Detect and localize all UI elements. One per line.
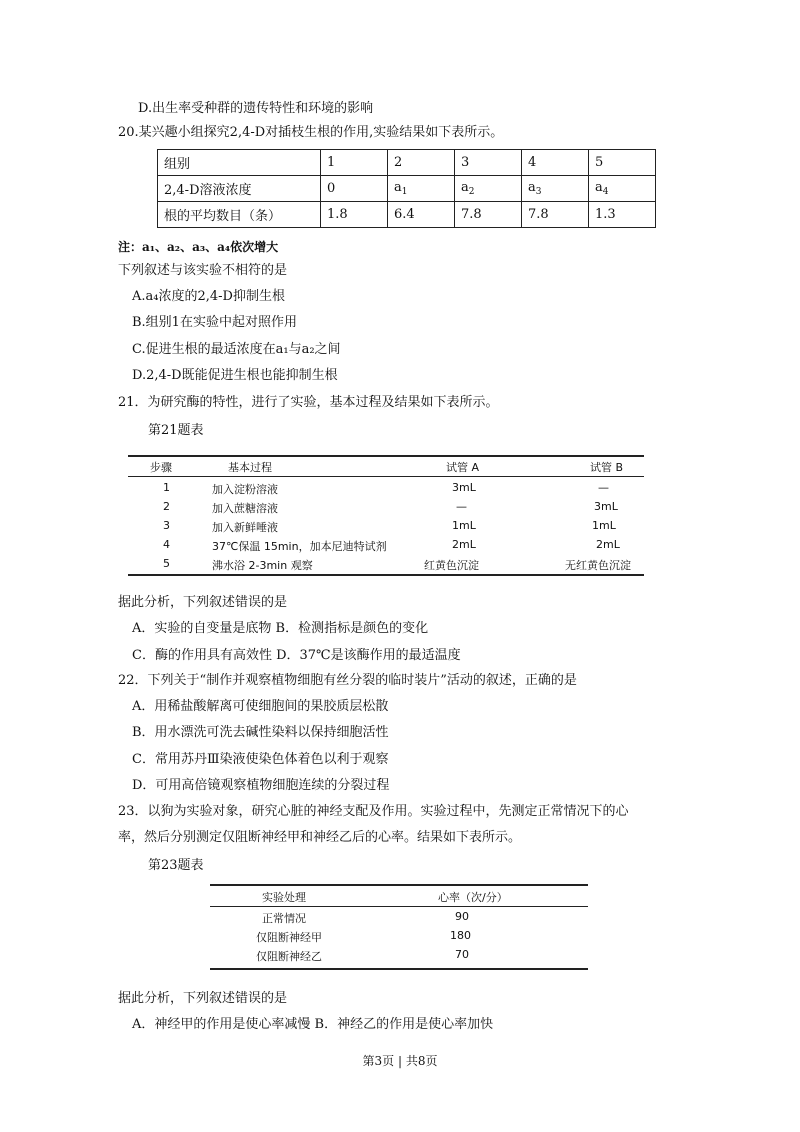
table-header-cell: 实验处理 — [262, 891, 306, 904]
table-cell: 2mL — [596, 538, 620, 551]
q20-note: 注：a₁、a₂、a₃、a₄依次增大 — [118, 240, 279, 254]
q20-option-d: D.2,4-D既能促进生根也能抑制生根 — [132, 368, 338, 383]
q20-option-c: C.促进生根的最适浓度在a₁与a₂之间 — [132, 342, 341, 357]
q22-option-c: C．常用苏丹Ⅲ染液使染色体着色以利于观察 — [132, 752, 389, 767]
table-cell: 2 — [388, 150, 455, 176]
table-cell: — — [598, 481, 609, 494]
table-cell: 加入新鲜唾液 — [212, 521, 278, 534]
table-cell: 1.3 — [589, 202, 656, 228]
table-row — [158, 176, 656, 202]
table-cell: 4 — [522, 150, 589, 176]
table-cell — [589, 176, 656, 202]
table-cell: 37℃保温 15min，加本尼迪特试剂 — [212, 540, 387, 553]
subscript: 3 — [535, 187, 542, 197]
table-cell: 3 — [455, 150, 522, 176]
q20-prompt: 下列叙述与该实验不相符的是 — [118, 263, 288, 278]
table-cell: 加入蔗糖溶液 — [212, 502, 278, 515]
table-cell: — — [456, 500, 467, 513]
table-cell — [388, 176, 455, 202]
table-cell — [321, 176, 388, 202]
table-header-cell: 心率（次/分） — [438, 891, 508, 904]
q23-stem-line1: 23．以狗为实验对象，研究心脏的神经支配及作用。实验过程中，先测定正常情况下的心 — [118, 804, 629, 819]
cell-text: a — [595, 180, 603, 195]
table-top-rule — [210, 884, 588, 886]
table-cell: 70 — [455, 948, 469, 961]
table-cell: 根的平均数目（条） — [158, 202, 321, 228]
table-bottom-rule — [128, 574, 644, 576]
table-cell: 90 — [455, 910, 469, 923]
q22-stem: 22．下列关于“制作并观察植物细胞有丝分裂的临时装片”活动的叙述，正确的是 — [118, 673, 577, 688]
q23-prompt: 据此分析，下列叙述错误的是 — [118, 991, 288, 1006]
table-cell: 3 — [163, 519, 170, 532]
cell-text: a — [528, 180, 536, 195]
table-top-rule — [128, 455, 644, 457]
table-cell: 加入淀粉溶液 — [212, 483, 278, 496]
cell-text: a — [394, 180, 402, 195]
table-cell: 红黄色沉淀 — [424, 559, 479, 572]
table-cell: 仅阻断神经乙 — [256, 950, 322, 963]
table-header-cell: 试管 A — [446, 461, 480, 474]
subscript: 2 — [468, 187, 475, 197]
table-cell — [455, 176, 522, 202]
q20-stem: 20.某兴趣小组探究2,4-D对插枝生根的作用,实验结果如下表所示。 — [118, 125, 504, 140]
q21-options-ab: A．实验的自变量是底物 B．检测指标是颜色的变化 — [132, 621, 429, 636]
q20-table — [157, 149, 656, 228]
page-footer: 第3页 | 共8页 — [362, 1054, 438, 1068]
table-cell: 7.8 — [455, 202, 522, 228]
subscript: 1 — [401, 187, 408, 197]
table-cell: 7.8 — [522, 202, 589, 228]
table-cell: 1.8 — [321, 202, 388, 228]
q23-caption: 第23题表 — [148, 858, 204, 873]
table-cell: 1mL — [592, 519, 616, 532]
table-cell: 5 — [163, 557, 170, 570]
table-row — [158, 150, 656, 176]
table-cell: 3mL — [452, 481, 476, 494]
q20-option-a: A.a₄浓度的2,4-D抑制生根 — [132, 289, 285, 304]
table-cell: 1 — [321, 150, 388, 176]
q21-caption: 第21题表 — [148, 423, 204, 438]
table-cell: 2 — [163, 500, 170, 513]
table-cell: 沸水浴 2-3min 观察 — [212, 559, 313, 572]
q22-option-a: A．用稀盐酸解离可使细胞间的果胶质层松散 — [132, 699, 389, 714]
cell-text: a — [461, 180, 469, 195]
table-cell: 1mL — [452, 519, 476, 532]
subscript: 4 — [602, 187, 609, 197]
table-cell: 2,4-D溶液浓度 — [158, 176, 321, 202]
table-bottom-rule — [210, 968, 588, 970]
table-cell: 仅阻断神经甲 — [256, 931, 322, 944]
table-cell: 3mL — [594, 500, 618, 513]
table-header-cell: 试管 B — [590, 461, 624, 474]
table-header-rule — [128, 476, 644, 477]
table-cell: 无红黄色沉淀 — [565, 559, 631, 572]
q22-option-d: D．可用高倍镜观察植物细胞连续的分裂过程 — [132, 778, 390, 793]
q22-option-b: B．用水漂洗可洗去碱性染料以保持细胞活性 — [132, 725, 389, 740]
table-cell: 4 — [163, 538, 170, 551]
q21-options-cd: C．酶的作用具有高效性 D．37℃是该酶作用的最适温度 — [132, 648, 461, 663]
table-header-cell: 步骤 — [150, 461, 172, 474]
table-cell: 6.4 — [388, 202, 455, 228]
table-cell: 2mL — [452, 538, 476, 551]
table-cell — [522, 176, 589, 202]
q23-options-ab: A．神经甲的作用是使心率减慢 B．神经乙的作用是使心率加快 — [132, 1017, 494, 1032]
table-cell: 1 — [163, 481, 170, 494]
table-cell: 180 — [450, 929, 471, 942]
q19-option-d: D.出生率受种群的遗传特性和环境的影响 — [138, 101, 374, 116]
q21-prompt: 据此分析，下列叙述错误的是 — [118, 595, 288, 610]
q20-option-b: B.组别1在实验中起对照作用 — [132, 315, 297, 330]
table-row — [158, 202, 656, 228]
q23-stem-line2: 率，然后分别测定仅阻断神经甲和神经乙后的心率。结果如下表所示。 — [118, 830, 522, 845]
table-cell: 5 — [589, 150, 656, 176]
table-cell: 正常情况 — [262, 912, 306, 925]
table-cell: 组别 — [158, 150, 321, 176]
table-header-cell: 基本过程 — [228, 461, 272, 474]
table-header-rule — [210, 906, 588, 907]
cell-text: 0 — [327, 181, 336, 196]
q21-stem: 21．为研究酶的特性，进行了实验，基本过程及结果如下表所示。 — [118, 395, 499, 410]
